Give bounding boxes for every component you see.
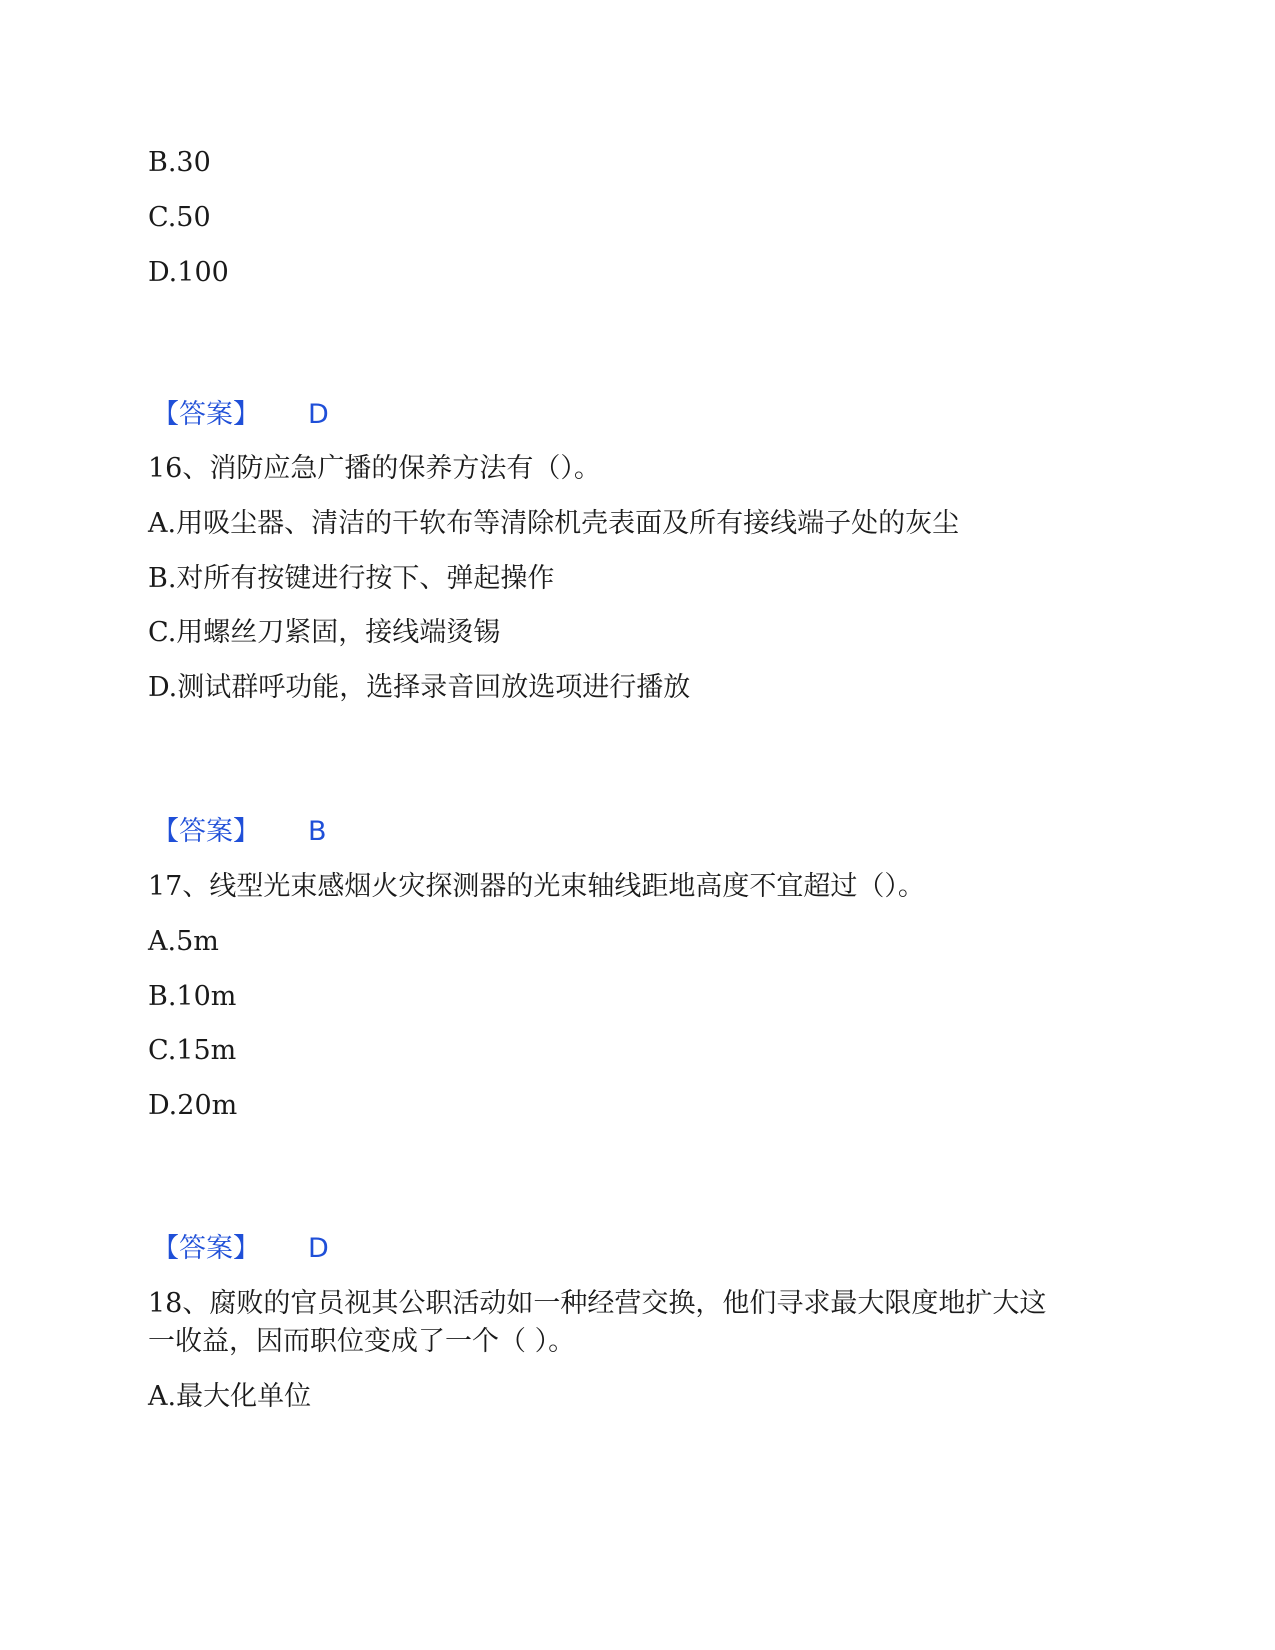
q15-option-c: C.50 xyxy=(148,202,211,233)
q16-option-c: C.用螺丝刀紧固，接线端烫锡 xyxy=(148,617,501,648)
q16-option-b: B.对所有按键进行按下、弹起操作 xyxy=(148,563,555,594)
answer-label: 【答案】 xyxy=(152,1233,260,1264)
q15-option-d: D.100 xyxy=(148,257,229,288)
q16-option-d: D.测试群呼功能，选择录音回放选项进行播放 xyxy=(148,672,691,703)
q16-option-a: A.用吸尘器、清洁的干软布等清除机壳表面及所有接线端子处的灰尘 xyxy=(148,508,960,539)
q17-stem: 17、线型光束感烟火灾探测器的光束轴线距地高度不宜超过（）。 xyxy=(148,871,925,902)
q17-option-c: C.15m xyxy=(148,1035,237,1066)
q17-option-b: B.10m xyxy=(148,981,237,1012)
q17-option-d: D.20m xyxy=(148,1090,238,1121)
q16-stem: 16、消防应急广播的保养方法有（）。 xyxy=(148,453,601,484)
q17-option-a: A.5m xyxy=(148,926,219,957)
q18-stem-line-1: 18、腐败的官员视其公职活动如一种经营交换，他们寻求最大限度地扩大这 xyxy=(148,1288,1047,1319)
q18-option-a: A.最大化单位 xyxy=(148,1381,312,1412)
q15-answer xyxy=(152,399,329,430)
q16-answer xyxy=(152,816,327,847)
answer-value: D xyxy=(308,399,329,430)
answer-label: 【答案】 xyxy=(152,816,260,847)
q15-option-b: B.30 xyxy=(148,147,211,178)
answer-value: D xyxy=(308,1233,329,1264)
answer-label: 【答案】 xyxy=(152,399,260,430)
q18-stem-line-2: 一收益，因而职位变成了一个（ ）。 xyxy=(148,1326,576,1357)
answer-value: B xyxy=(308,816,327,847)
q17-answer xyxy=(152,1233,329,1264)
